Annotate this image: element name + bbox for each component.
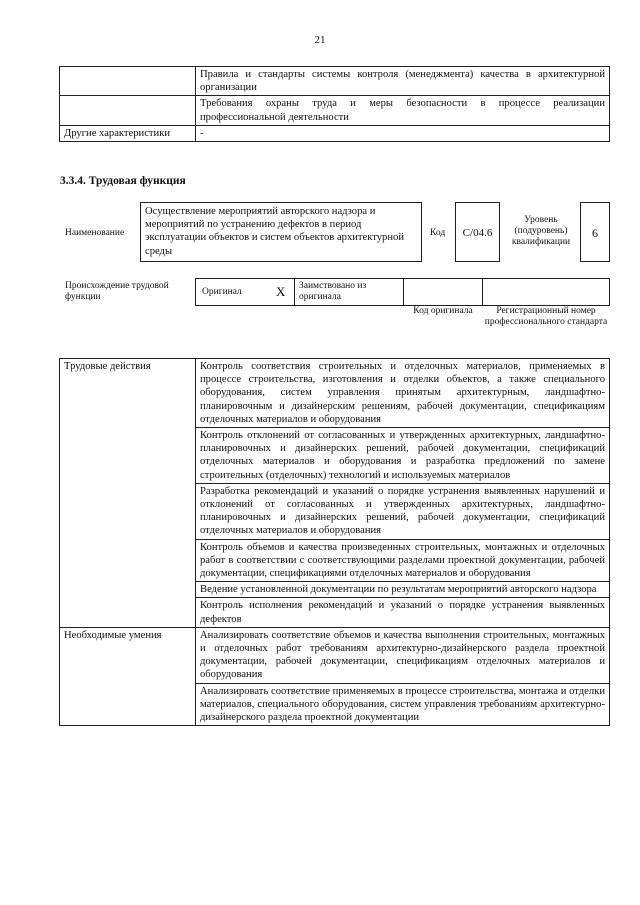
- original-code-caption: Код оригинала: [413, 306, 473, 316]
- table-row: [60, 67, 610, 96]
- list-item: Контроль объемов и качества произведенных строительных, монтажных и отделочных работ в соответствии с соответствующими разделами проектной документации, рабочей документации, спецификациями отделочных материалов и оборудования: [196, 539, 610, 582]
- original-label: Оригинал: [202, 287, 242, 297]
- original-mark: X: [276, 284, 286, 299]
- function-name-box: [140, 202, 422, 262]
- origin-label: Происхождение трудовой функции: [65, 281, 169, 302]
- row-label: [60, 67, 196, 96]
- table-row: [60, 359, 610, 428]
- level-label: Уровень (подуровень) квалификации: [511, 215, 571, 247]
- page-number: 21: [314, 34, 326, 46]
- row-label-other: Другие характеристики: [60, 125, 196, 141]
- level-value: 6: [592, 226, 598, 240]
- table-row: [60, 96, 610, 125]
- group-label-actions: Трудовые действия: [60, 359, 196, 628]
- section-title: 3.3.4. Трудовая функция: [60, 175, 186, 187]
- top-characteristics-table: [59, 66, 610, 142]
- table-row: [60, 627, 610, 683]
- borrowed-box: [294, 278, 404, 306]
- function-name: Осуществление мероприятий авторского надзора и мероприятий по устранению дефектов в период эксплуатации объектов и систем объектов архитектурной среды: [145, 206, 404, 257]
- original-code-box: [403, 278, 483, 306]
- borrowed-label: Заимствовано из оригинала: [299, 281, 367, 302]
- table-row: [60, 125, 610, 141]
- row-value: Требования охраны труда и меры безопасности в процессе реализации профессиональной деятельности: [196, 96, 610, 125]
- name-label: Наименование: [65, 228, 125, 238]
- row-value: Правила и стандарты системы контроля (менеджмента) качества в архитектурной организации: [196, 67, 610, 96]
- registration-number-caption: Регистрационный номер профессионального стандарта: [484, 306, 608, 327]
- labor-function-table: [59, 358, 610, 726]
- list-item: Разработка рекомендаций и указаний о порядке устранения выявленных нарушений и отклонений от согласованных и утвержденных архитектурных, ландшафтно-планировочных и дизайнерских решений, рабочей документации, спецификаций отделочных материалов и оборудования: [196, 483, 610, 539]
- list-item: Контроль соответствия строительных и отделочных материалов, применяемых в процессе строительства, изготовления и отделки объектов, а также специального оборудования, систем управления принятым архитектурным, ландшафтно-планировочным и дизайнерским решениям, рабочей документации, спецификациям отделочных материалов и оборудования: [196, 359, 610, 428]
- row-label: [60, 96, 196, 125]
- original-box: [195, 278, 295, 306]
- row-value: -: [196, 125, 610, 141]
- list-item: Контроль исполнения рекомендаций и указаний о порядке устранения выявленных дефектов: [196, 598, 610, 627]
- level-box: [580, 202, 610, 262]
- code-value: C/04.6: [462, 227, 493, 239]
- code-box: [455, 202, 500, 262]
- group-label-skills: Необходимые умения: [60, 627, 196, 725]
- registration-number-box: [482, 278, 610, 306]
- list-item: Анализировать соответствие применяемых в процессе строительства, монтажа и отделки материалов, специального оборудования, систем управления требованиям архитектурно-дизайнерского раздела проектной документации: [196, 683, 610, 726]
- list-item: Ведение установленной документации по результатам мероприятий авторского надзора: [196, 582, 610, 598]
- list-item: Контроль отклонений от согласованных и утвержденных архитектурных, ландшафтно-планировочных и дизайнерских решений, рабочей документации, спецификаций отделочных материалов и оборудования и разработка предложений по замене строительных (отделочных) технологий и используемых материалов: [196, 428, 610, 484]
- code-label: Код: [430, 228, 446, 238]
- list-item: Анализировать соответствие объемов и качества выполнения строительных, монтажных и отделочных работ требованиям архитектурно-дизайнерского раздела проектной документации, рабочей документации, спецификациям отделочных материалов и оборудования: [196, 627, 610, 683]
